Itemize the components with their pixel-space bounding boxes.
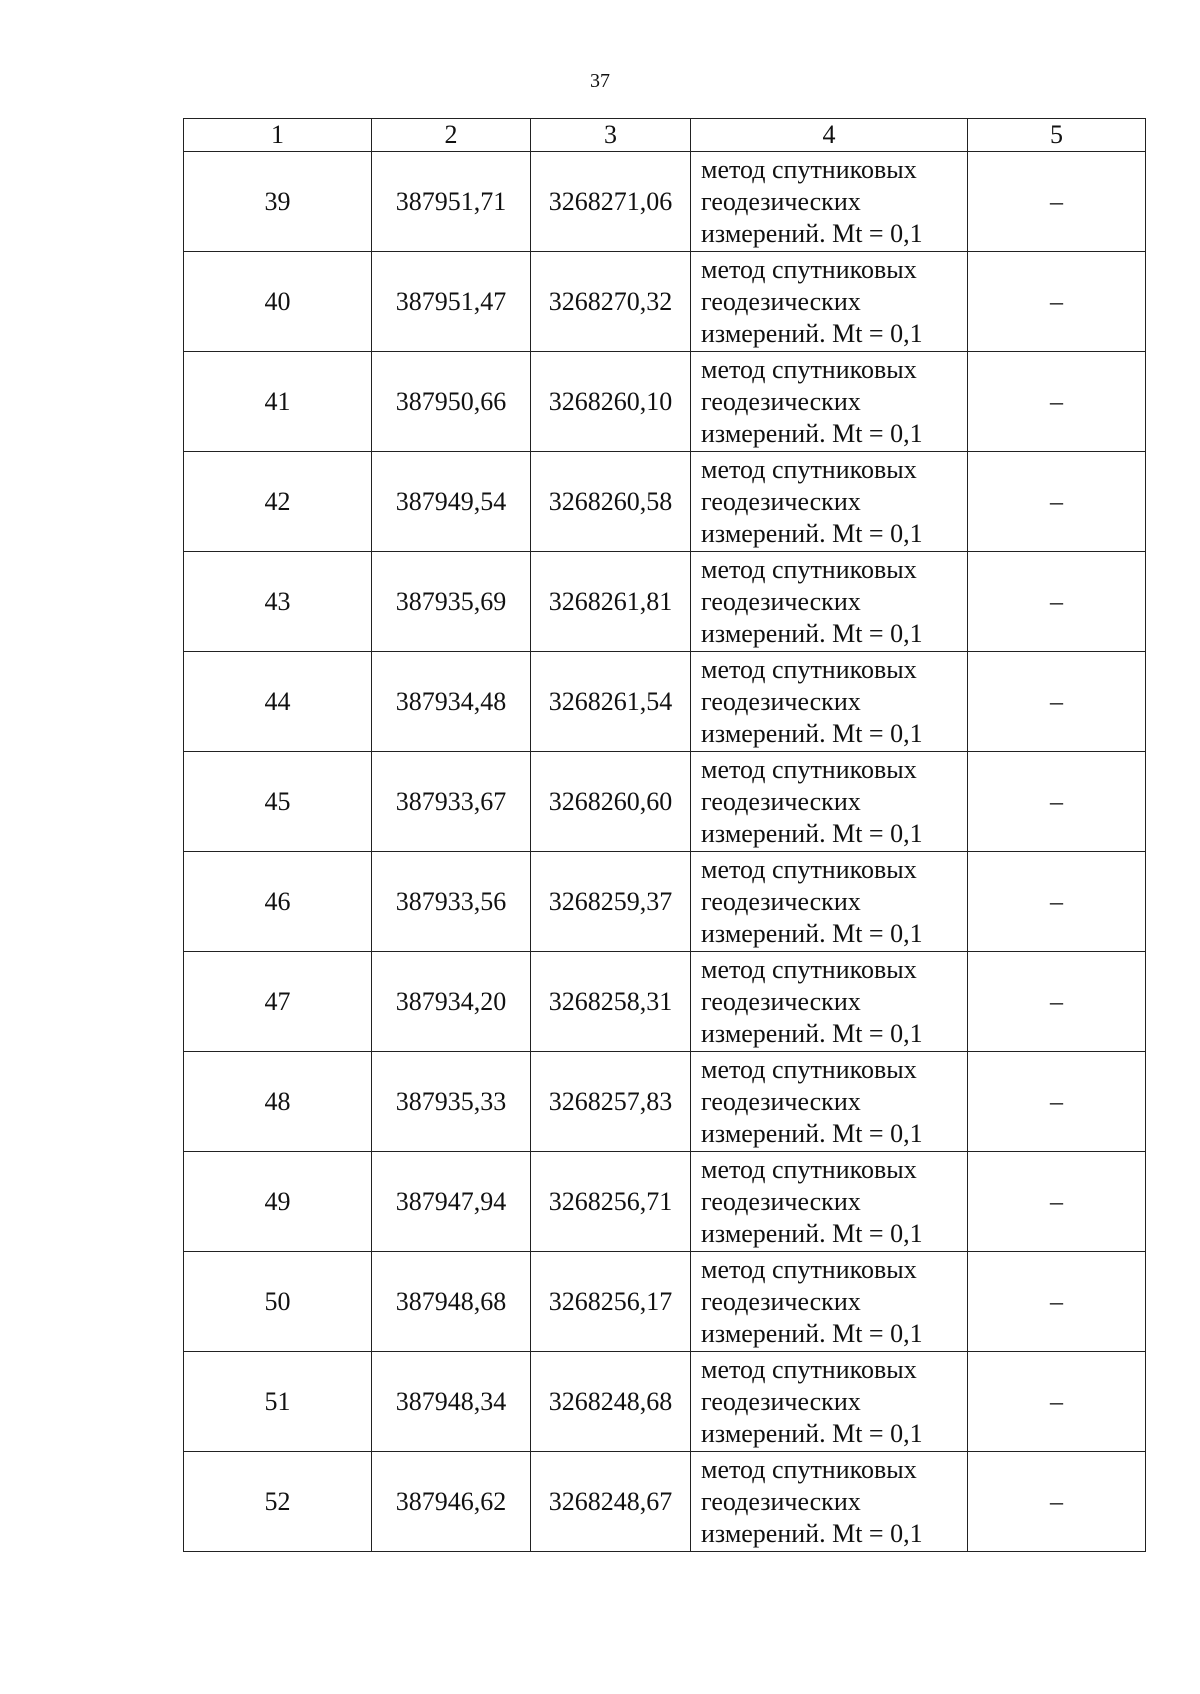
table-row — [184, 752, 1146, 852]
table-row — [184, 652, 1146, 752]
method-text-line: метод спутниковых — [701, 654, 917, 684]
coordinates-table — [183, 118, 1146, 1552]
column-header-5: 5 — [968, 119, 1146, 152]
y-coordinate-cell: 3268257,83 — [531, 1052, 691, 1152]
note-cell: – — [968, 1152, 1146, 1252]
method-text-line: измерений. Mt = 0,1 — [701, 1418, 923, 1448]
method-text-line: метод спутниковых — [701, 154, 917, 184]
point-number-cell: 52 — [184, 1452, 372, 1552]
method-text-line: измерений. Mt = 0,1 — [701, 1118, 923, 1148]
note-cell: – — [968, 252, 1146, 352]
x-coordinate-cell: 387946,62 — [372, 1452, 531, 1552]
point-number-cell: 51 — [184, 1352, 372, 1452]
x-coordinate-cell: 387935,33 — [372, 1052, 531, 1152]
column-header-1: 1 — [184, 119, 372, 152]
y-coordinate-cell: 3268260,58 — [531, 452, 691, 552]
column-header-4: 4 — [691, 119, 968, 152]
method-cell — [691, 252, 968, 352]
note-cell: – — [968, 652, 1146, 752]
method-cell — [691, 152, 968, 252]
table-row — [184, 352, 1146, 452]
method-text-line: метод спутниковых — [701, 954, 917, 984]
header-row — [184, 119, 1146, 152]
method-text-line: метод спутниковых — [701, 1254, 917, 1284]
point-number-cell: 44 — [184, 652, 372, 752]
point-number-cell: 39 — [184, 152, 372, 252]
method-text-line: метод спутниковых — [701, 554, 917, 584]
note-cell: – — [968, 352, 1146, 452]
y-coordinate-cell: 3268261,81 — [531, 552, 691, 652]
x-coordinate-cell: 387948,68 — [372, 1252, 531, 1352]
note-cell: – — [968, 1252, 1146, 1352]
method-text-line: геодезических — [701, 386, 861, 416]
method-text-line: метод спутниковых — [701, 1154, 917, 1184]
method-text-line: геодезических — [701, 986, 861, 1016]
method-cell — [691, 552, 968, 652]
x-coordinate-cell: 387949,54 — [372, 452, 531, 552]
method-cell — [691, 1452, 968, 1552]
method-cell — [691, 752, 968, 852]
method-text-line: измерений. Mt = 0,1 — [701, 1018, 923, 1048]
y-coordinate-cell: 3268256,17 — [531, 1252, 691, 1352]
method-cell — [691, 852, 968, 952]
y-coordinate-cell: 3268270,32 — [531, 252, 691, 352]
x-coordinate-cell: 387933,56 — [372, 852, 531, 952]
table-row — [184, 852, 1146, 952]
x-coordinate-cell: 387948,34 — [372, 1352, 531, 1452]
method-text-line: геодезических — [701, 486, 861, 516]
method-text-line: метод спутниковых — [701, 454, 917, 484]
point-number-cell: 48 — [184, 1052, 372, 1152]
table-row — [184, 1352, 1146, 1452]
table-row — [184, 152, 1146, 252]
x-coordinate-cell: 387933,67 — [372, 752, 531, 852]
method-cell — [691, 452, 968, 552]
y-coordinate-cell: 3268260,60 — [531, 752, 691, 852]
method-text-line: геодезических — [701, 1286, 861, 1316]
point-number-cell: 49 — [184, 1152, 372, 1252]
y-coordinate-cell: 3268248,67 — [531, 1452, 691, 1552]
table-body — [184, 152, 1146, 1552]
method-text-line: измерений. Mt = 0,1 — [701, 618, 923, 648]
method-text-line: измерений. Mt = 0,1 — [701, 1318, 923, 1348]
point-number-cell: 40 — [184, 252, 372, 352]
x-coordinate-cell: 387934,20 — [372, 952, 531, 1052]
x-coordinate-cell: 387947,94 — [372, 1152, 531, 1252]
method-text-line: измерений. Mt = 0,1 — [701, 818, 923, 848]
table-row — [184, 1452, 1146, 1552]
method-text-line: геодезических — [701, 586, 861, 616]
method-text-line: геодезических — [701, 1486, 861, 1516]
method-text-line: измерений. Mt = 0,1 — [701, 1518, 923, 1548]
method-text-line: измерений. Mt = 0,1 — [701, 518, 923, 548]
method-cell — [691, 1252, 968, 1352]
method-text-line: геодезических — [701, 886, 861, 916]
method-text-line: геодезических — [701, 1186, 861, 1216]
table-row — [184, 1252, 1146, 1352]
y-coordinate-cell: 3268271,06 — [531, 152, 691, 252]
method-text-line: метод спутниковых — [701, 254, 917, 284]
y-coordinate-cell: 3268248,68 — [531, 1352, 691, 1452]
point-number-cell: 42 — [184, 452, 372, 552]
method-text-line: измерений. Mt = 0,1 — [701, 318, 923, 348]
method-text-line: измерений. Mt = 0,1 — [701, 918, 923, 948]
method-cell — [691, 952, 968, 1052]
method-text-line: геодезических — [701, 1086, 861, 1116]
x-coordinate-cell: 387935,69 — [372, 552, 531, 652]
x-coordinate-cell: 387951,71 — [372, 152, 531, 252]
method-text-line: метод спутниковых — [701, 1054, 917, 1084]
point-number-cell: 45 — [184, 752, 372, 852]
method-text-line: измерений. Mt = 0,1 — [701, 1218, 923, 1248]
note-cell: – — [968, 952, 1146, 1052]
point-number-cell: 47 — [184, 952, 372, 1052]
y-coordinate-cell: 3268260,10 — [531, 352, 691, 452]
note-cell: – — [968, 452, 1146, 552]
note-cell: – — [968, 1352, 1146, 1452]
method-text-line: геодезических — [701, 186, 861, 216]
x-coordinate-cell: 387951,47 — [372, 252, 531, 352]
table-row — [184, 1152, 1146, 1252]
note-cell: – — [968, 552, 1146, 652]
method-cell — [691, 652, 968, 752]
method-text-line: метод спутниковых — [701, 354, 917, 384]
column-header-3: 3 — [531, 119, 691, 152]
table-header — [184, 119, 1146, 152]
table-row — [184, 552, 1146, 652]
y-coordinate-cell: 3268256,71 — [531, 1152, 691, 1252]
note-cell: – — [968, 1452, 1146, 1552]
method-text-line: измерений. Mt = 0,1 — [701, 218, 923, 248]
method-text-line: измерений. Mt = 0,1 — [701, 718, 923, 748]
y-coordinate-cell: 3268258,31 — [531, 952, 691, 1052]
table-row — [184, 952, 1146, 1052]
table-row — [184, 452, 1146, 552]
method-cell — [691, 1052, 968, 1152]
method-text-line: измерений. Mt = 0,1 — [701, 418, 923, 448]
table-row — [184, 1052, 1146, 1152]
table-row — [184, 252, 1146, 352]
note-cell: – — [968, 1052, 1146, 1152]
y-coordinate-cell: 3268261,54 — [531, 652, 691, 752]
page-number: 37 — [590, 70, 610, 92]
method-text-line: геодезических — [701, 1386, 861, 1416]
note-cell: – — [968, 752, 1146, 852]
point-number-cell: 41 — [184, 352, 372, 452]
method-text-line: метод спутниковых — [701, 754, 917, 784]
method-text-line: геодезических — [701, 786, 861, 816]
note-cell: – — [968, 152, 1146, 252]
method-cell — [691, 1152, 968, 1252]
y-coordinate-cell: 3268259,37 — [531, 852, 691, 952]
method-text-line: метод спутниковых — [701, 1354, 917, 1384]
x-coordinate-cell: 387950,66 — [372, 352, 531, 452]
point-number-cell: 50 — [184, 1252, 372, 1352]
column-header-2: 2 — [372, 119, 531, 152]
note-cell: – — [968, 852, 1146, 952]
point-number-cell: 46 — [184, 852, 372, 952]
method-text-line: метод спутниковых — [701, 854, 917, 884]
method-text-line: метод спутниковых — [701, 1454, 917, 1484]
x-coordinate-cell: 387934,48 — [372, 652, 531, 752]
method-text-line: геодезических — [701, 286, 861, 316]
method-cell — [691, 1352, 968, 1452]
method-cell — [691, 352, 968, 452]
point-number-cell: 43 — [184, 552, 372, 652]
method-text-line: геодезических — [701, 686, 861, 716]
